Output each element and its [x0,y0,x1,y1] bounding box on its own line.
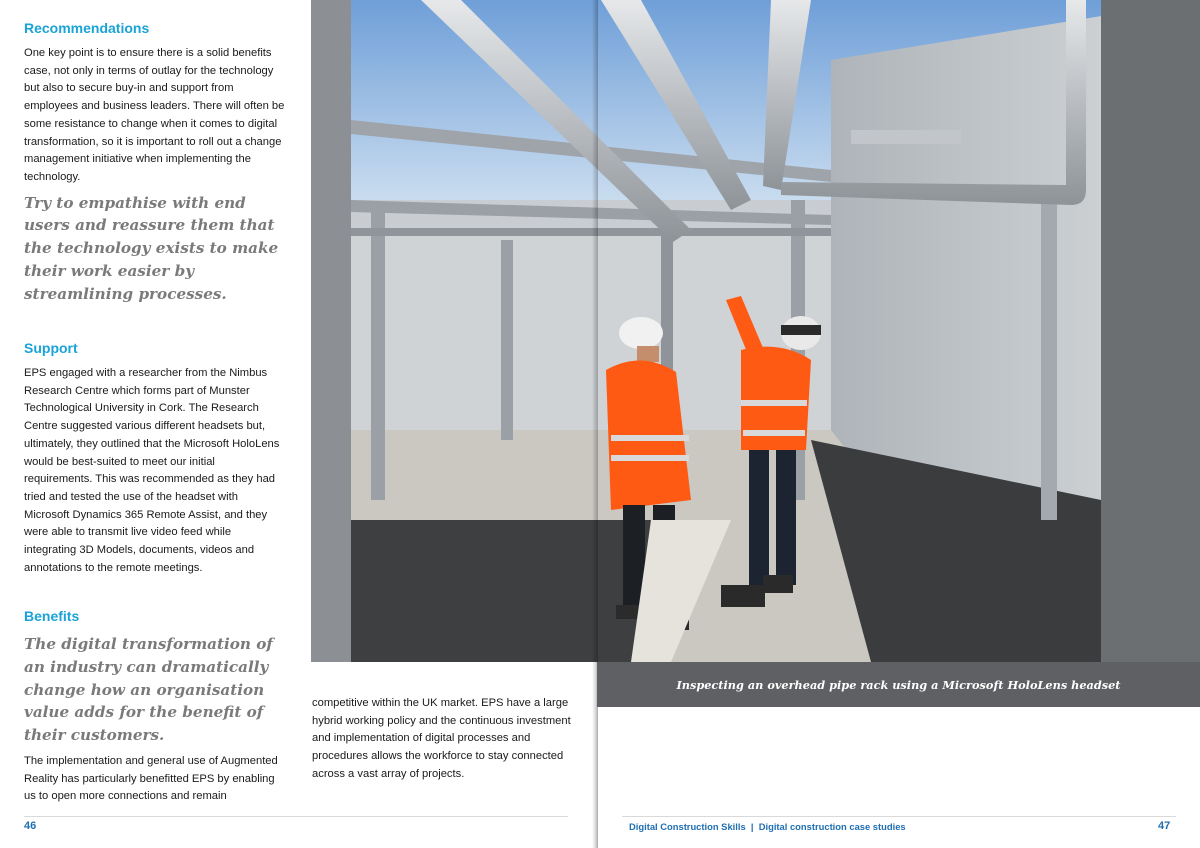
benefits-body: The implementation and general use of Augmented Reality has particularly benefitted EPS by enabling us to open more connections and remain [24,754,278,803]
right-footer-rule [622,816,1176,817]
recommendations-section [24,20,286,306]
photo-illustration [311,0,1200,662]
photo-caption: Inspecting an overhead pipe rack using a Microsoft HoloLens headset [676,677,1121,692]
benefits-section [24,608,286,806]
support-heading: Support [24,340,78,356]
benefits-heading: Benefits [24,608,80,624]
page-spine-shadow [592,0,598,662]
footer-title [629,821,906,832]
continued-body: competitive within the UK market. EPS have a large hybrid working policy and the continuous investment and implementation of digital processes and procedures allows the workforce to stay connected across a vast array of projects. [312,697,571,780]
photo-pipe-rack-inspection [311,0,1200,662]
continued-column [312,695,574,784]
recommendations-body: One key point is to ensure there is a solid benefits case, not only in terms of outlay for the technology but also to secure buy-in and support from employees and business leaders. There will often be some resistance to change when it comes to digital transformation, so it is important to roll out a change management initiative when implementing the technology. [24,47,285,183]
benefits-quote: The digital transformation of an industry can dramatically change how an organisation value adds for the benefit of their customers. [24,635,273,745]
recommendations-heading: Recommendations [24,20,150,36]
support-body: EPS engaged with a researcher from the Nimbus Research Centre which forms part of Munster Technological University in Cork. The Research Centre suggested various different headsets but, ultimately, they outlined that the Microsoft HoloLens would be best-suited to meet our initial requirements. This was recommended as they had tried and tested the use of the headset with Microsoft Dynamics 365 Remote Assist, and they were able to transmit live video feed while integrating 3D Models, documents, videos and annotations to the remote meetings. [24,367,280,574]
left-footer-rule [24,816,568,817]
footer-title-text: Digital Construction Skills | Digital construction case studies [629,821,906,832]
page-number-left: 46 [24,820,37,832]
photo-caption-bar [597,662,1200,707]
recommendations-quote: Try to empathise with end users and reassure them that the technology exists to make their work easier by streamlining processes. [24,193,279,303]
page-number-right: 47 [1158,820,1171,832]
support-section [24,340,286,577]
